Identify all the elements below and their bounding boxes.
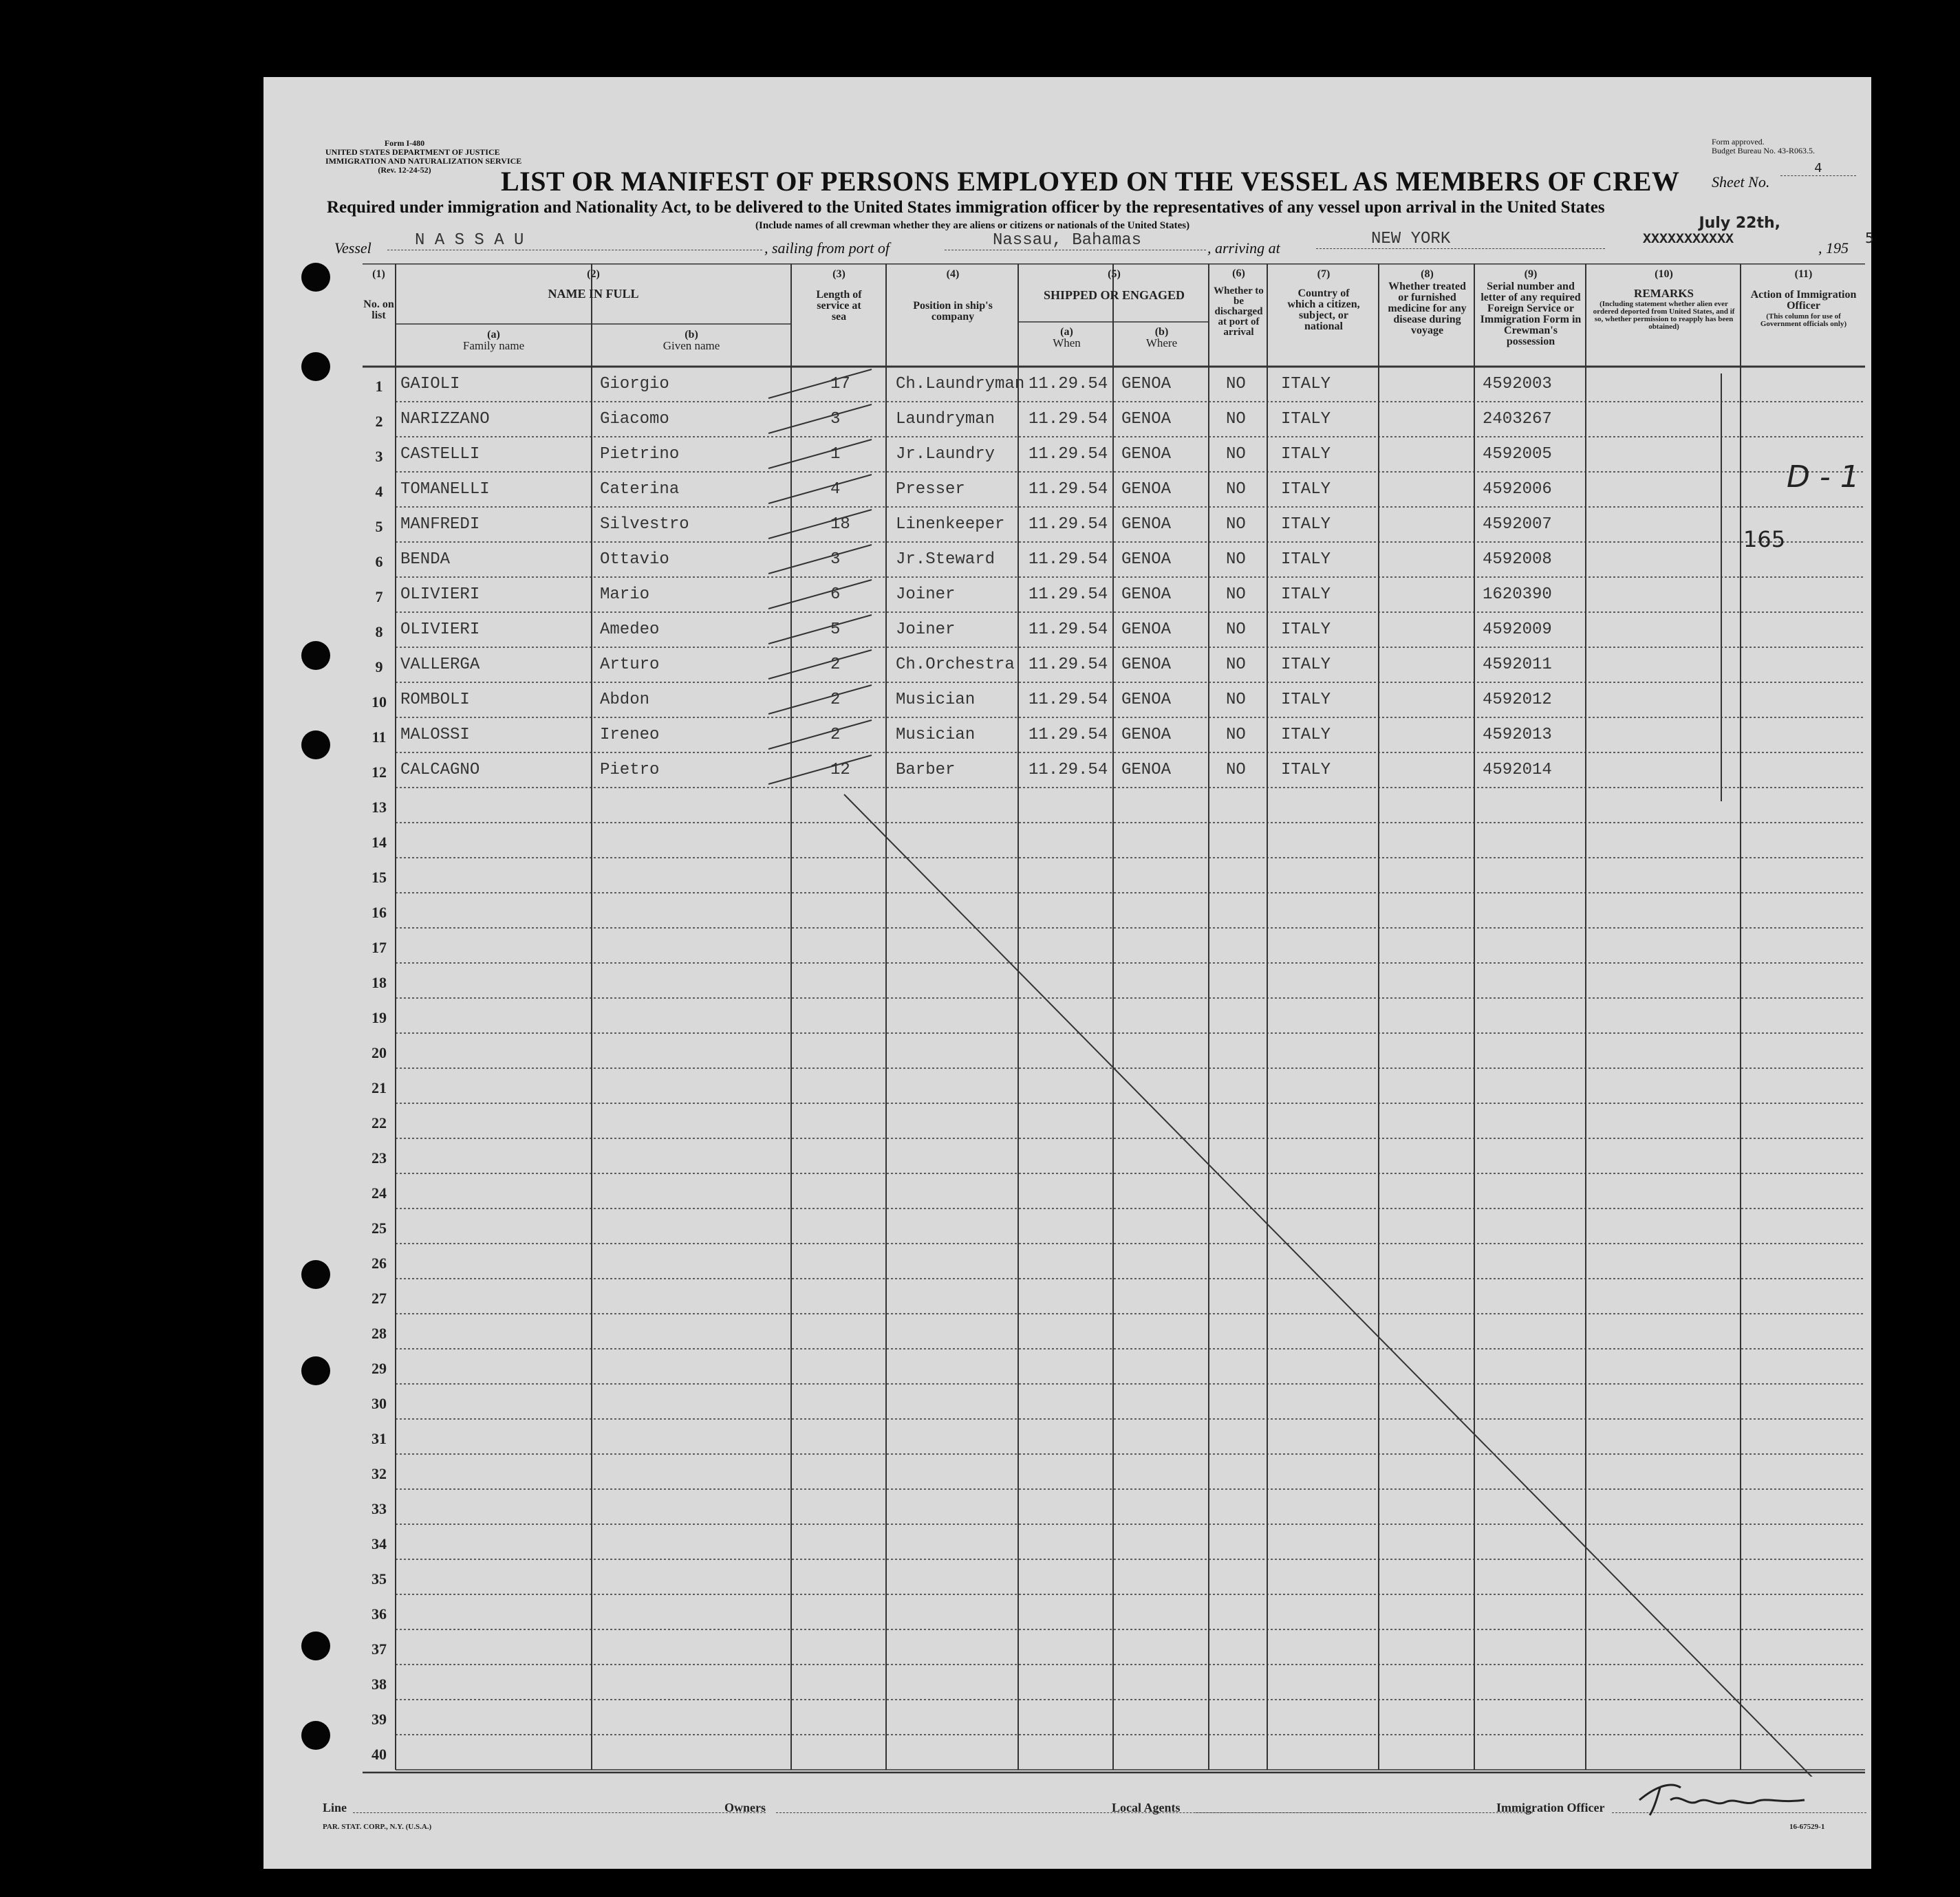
rule-line (768, 755, 872, 784)
cell-country: ITALY (1281, 620, 1331, 639)
footer-line-blank (353, 1812, 766, 1813)
cell-position: Ch.Laundryman (896, 375, 1025, 393)
year-label: , 195 (1818, 239, 1849, 257)
cell-country: ITALY (1281, 691, 1331, 709)
cell-service: 12 (830, 761, 850, 779)
row-number: 33 (371, 1500, 387, 1517)
row-number: 39 (371, 1711, 387, 1728)
cell-service: 17 (830, 375, 850, 393)
col-header-family: (a) Family name (462, 329, 525, 352)
cell-when: 11.29.54 (1029, 691, 1108, 709)
cell-position: Linenkeeper (896, 515, 1005, 534)
row-number: 11 (371, 728, 387, 746)
col-header-given: (b) Given name (663, 329, 720, 352)
row-number: 4 (375, 483, 383, 500)
action-mark: D - 1 (1787, 459, 1860, 495)
sheet-label: Sheet No. (1712, 173, 1770, 191)
approval-line-2: Budget Bureau No. 43-R063.5. (1712, 146, 1815, 155)
cell-service: 3 (830, 550, 841, 569)
col-header-number: (1) No. on list (363, 268, 394, 321)
cell-serial: 4592012 (1483, 691, 1552, 709)
cell-position: Jr.Steward (896, 550, 995, 569)
cell-position: Presser (896, 480, 965, 499)
cell-position: Laundryman (896, 410, 995, 429)
footer-officer-label: Immigration Officer (1496, 1801, 1605, 1814)
cell-where: GENOA (1121, 550, 1172, 569)
row-number: 37 (371, 1640, 387, 1658)
arriving-at: NEW YORK (1316, 230, 1605, 249)
row-number: 22 (371, 1114, 387, 1131)
subtitle: Required under immigration and Nationality Act, to be delivered to the United States immigration officer by the representatives of any vessel upon arrival in the United States (327, 198, 1605, 217)
manifest-sheet (263, 77, 1874, 1869)
cell-family: MANFREDI (400, 515, 480, 534)
cell-where: GENOA (1121, 620, 1172, 639)
col-header-where: (b) Where (1145, 326, 1178, 349)
punch-hole (301, 1356, 330, 1385)
cell-given: Silvestro (600, 515, 689, 534)
cell-where: GENOA (1121, 585, 1172, 604)
row-number: 8 (375, 623, 383, 640)
cell-service: 18 (830, 515, 850, 534)
cell-service: 2 (830, 691, 841, 709)
date-field (1612, 215, 1818, 248)
cell-discharged: NO (1226, 620, 1246, 639)
row-number: 16 (371, 904, 387, 921)
cell-family: ROMBOLI (400, 691, 470, 709)
rule-line (768, 580, 872, 609)
cell-serial: 4592011 (1483, 655, 1552, 674)
row-number: 30 (371, 1395, 387, 1412)
footer-owners-label: Owners (724, 1801, 766, 1814)
cell-country: ITALY (1281, 410, 1331, 429)
cell-discharged: NO (1226, 691, 1246, 709)
cell-where: GENOA (1121, 761, 1172, 779)
cell-given: Mario (600, 585, 650, 604)
cell-when: 11.29.54 (1029, 410, 1108, 429)
punch-hole (301, 1632, 330, 1660)
col-header-service: (3) Length of service at sea (816, 268, 862, 323)
cell-service: 2 (830, 726, 841, 744)
cell-serial: 4592009 (1483, 620, 1552, 639)
cell-discharged: NO (1226, 445, 1246, 464)
cell-family: OLIVIERI (400, 585, 480, 604)
cell-given: Abdon (600, 691, 650, 709)
col-header-serial: (9) Serial number and letter of any required Foreign Service or Immigration Form in Crewman's possession (1480, 268, 1582, 347)
row-number: 18 (371, 974, 387, 991)
cell-service: 3 (830, 410, 841, 429)
cell-when: 11.29.54 (1029, 550, 1108, 569)
form-id-block (325, 138, 522, 175)
rule-line (768, 615, 872, 644)
cell-family: TOMANELLI (400, 480, 490, 499)
row-number: 27 (371, 1290, 387, 1307)
sheet-number: 4 (1780, 161, 1856, 176)
cell-service: 6 (830, 585, 841, 604)
cell-given: Pietrino (600, 445, 680, 464)
cell-country: ITALY (1281, 726, 1331, 744)
cell-discharged: NO (1226, 410, 1246, 429)
cell-serial: 4592008 (1483, 550, 1552, 569)
cell-where: GENOA (1121, 691, 1172, 709)
cell-country: ITALY (1281, 550, 1331, 569)
row-number: 25 (371, 1220, 387, 1237)
cell-discharged: NO (1226, 585, 1246, 604)
cell-serial: 4592005 (1483, 445, 1552, 464)
cell-position: Joiner (896, 585, 956, 604)
cell-when: 11.29.54 (1029, 620, 1108, 639)
row-number: 1 (375, 378, 383, 395)
cell-where: GENOA (1121, 515, 1172, 534)
service-name: IMMIGRATION AND NATURALIZATION SERVICE (325, 156, 522, 166)
cell-country: ITALY (1281, 515, 1331, 534)
cell-when: 11.29.54 (1029, 480, 1108, 499)
row-number: 23 (371, 1149, 387, 1167)
punch-hole (301, 730, 330, 759)
punch-hole (301, 1721, 330, 1750)
cell-when: 11.29.54 (1029, 515, 1108, 534)
vessel-label: Vessel (334, 239, 371, 257)
row-number: 40 (371, 1746, 387, 1763)
footer-line-label: Line (323, 1801, 347, 1814)
cell-where: GENOA (1121, 726, 1172, 744)
row-number: 35 (371, 1570, 387, 1587)
footer-agents-blank (1196, 1812, 1533, 1813)
page-title: LIST OR MANIFEST OF PERSONS EMPLOYED ON THE VESSEL AS MEMBERS OF CREW (501, 166, 1680, 197)
col-header-action: (11) Action of Immigration Officer (This column for use of Government officials only) (1750, 268, 1857, 328)
cell-country: ITALY (1281, 655, 1331, 674)
form-code: 16-67529-1 (1789, 1823, 1825, 1831)
cell-discharged: NO (1226, 550, 1246, 569)
punch-hole (301, 1260, 330, 1289)
row-number: 28 (371, 1325, 387, 1342)
row-number: 17 (371, 939, 387, 956)
punch-hole (301, 352, 330, 381)
cell-service: 1 (830, 445, 841, 464)
footer-agents-label: Local Agents (1112, 1801, 1181, 1814)
row-number: 3 (375, 448, 383, 465)
cell-family: GAIOLI (400, 375, 460, 393)
col-header-name: (2) NAME IN FULL (548, 268, 639, 301)
date-written: July 22th, (1699, 215, 1780, 232)
col-header-discharged: (6) Whether to be discharged at port of arrival (1214, 268, 1264, 338)
include-note: (Include names of all crewman whether they are aliens or citizens or nationals of the United States) (755, 220, 1190, 231)
cell-discharged: NO (1226, 761, 1246, 779)
date-struck: XXXXXXXXXXX (1643, 232, 1734, 248)
cell-given: Ireneo (600, 726, 660, 744)
rule-line (768, 720, 872, 749)
row-number: 36 (371, 1605, 387, 1623)
cell-serial: 4592007 (1483, 515, 1552, 534)
row-number: 15 (371, 869, 387, 886)
row-number: 24 (371, 1184, 387, 1202)
cell-discharged: NO (1226, 655, 1246, 674)
cell-country: ITALY (1281, 480, 1331, 499)
row-number: 26 (371, 1255, 387, 1272)
row-number: 6 (375, 553, 383, 570)
cell-service: 2 (830, 655, 841, 674)
cell-where: GENOA (1121, 480, 1172, 499)
cell-serial: 4592003 (1483, 375, 1552, 393)
sailing-from: Nassau, Bahamas (945, 231, 1206, 250)
col-header-shipped: (5) SHIPPED OR ENGAGED (1043, 268, 1185, 302)
cell-family: CALCAGNO (400, 761, 480, 779)
rule-line (768, 440, 872, 468)
cell-family: OLIVIERI (400, 620, 480, 639)
year-digit: 5 (1865, 230, 1874, 246)
cell-family: NARIZZANO (400, 410, 490, 429)
cell-when: 11.29.54 (1029, 585, 1108, 604)
cell-position: Joiner (896, 620, 956, 639)
rule-line (768, 685, 872, 714)
cell-when: 11.29.54 (1029, 655, 1108, 674)
cell-country: ITALY (1281, 761, 1331, 779)
approval-line-1: Form approved. (1712, 137, 1765, 147)
cell-discharged: NO (1226, 515, 1246, 534)
cell-country: ITALY (1281, 375, 1331, 393)
vessel-name: N A S S A U (387, 231, 762, 250)
row-number: 7 (375, 588, 383, 605)
printer-imprint: PAR. STAT. CORP., N.Y. (U.S.A.) (323, 1823, 432, 1831)
cell-given: Arturo (600, 655, 660, 674)
cell-serial: 2403267 (1483, 410, 1552, 429)
rule-line (768, 545, 872, 574)
cell-where: GENOA (1121, 445, 1172, 464)
col-header-medicine: (8) Whether treated or furnished medicine for any disease during voyage (1388, 268, 1467, 336)
cell-given: Giorgio (600, 375, 669, 393)
cell-position: Musician (896, 726, 976, 744)
cell-where: GENOA (1121, 410, 1172, 429)
action-number: 165 (1743, 526, 1786, 552)
cell-when: 11.29.54 (1029, 726, 1108, 744)
cell-country: ITALY (1281, 445, 1331, 464)
officer-signature (1633, 1779, 1811, 1821)
row-number: 38 (371, 1676, 387, 1693)
rule-line (768, 369, 872, 398)
cell-given: Giacomo (600, 410, 669, 429)
row-number: 29 (371, 1360, 387, 1377)
sailing-label: , sailing from port of (764, 239, 890, 257)
cell-when: 11.29.54 (1029, 445, 1108, 464)
cell-serial: 4592006 (1483, 480, 1552, 499)
row-number: 21 (371, 1079, 387, 1096)
cell-position: Barber (896, 761, 956, 779)
form-number: Form I-480 (384, 138, 425, 148)
cell-when: 11.29.54 (1029, 761, 1108, 779)
cell-family: CASTELLI (400, 445, 480, 464)
table-rules (363, 263, 1865, 1777)
col-header-country: (7) Country of which a citizen, subject, or national (1287, 268, 1360, 332)
crew-table (363, 263, 1865, 1777)
cell-given: Caterina (600, 480, 680, 499)
col-header-remarks: (10) REMARKS (Including statement whether alien ever ordered deported from United States, and if so, whether permission to reapply has been obtained) (1593, 268, 1735, 331)
cell-family: BENDA (400, 550, 451, 569)
cell-position: Jr.Laundry (896, 445, 995, 464)
row-number: 19 (371, 1009, 387, 1026)
row-number: 14 (371, 834, 387, 851)
cell-serial: 1620390 (1483, 585, 1552, 604)
cell-when: 11.29.54 (1029, 375, 1108, 393)
punch-hole (301, 641, 330, 670)
col-header-when: (a) When (1053, 326, 1081, 349)
cell-position: Musician (896, 691, 976, 709)
cell-service: 5 (830, 620, 841, 639)
cell-family: VALLERGA (400, 655, 480, 674)
row-number: 34 (371, 1535, 387, 1552)
cell-discharged: NO (1226, 480, 1246, 499)
row-number: 13 (371, 799, 387, 816)
arriving-label: , arriving at (1207, 239, 1280, 257)
cell-serial: 4592013 (1483, 726, 1552, 744)
row-number: 32 (371, 1465, 387, 1482)
rule-line (768, 475, 872, 503)
rule-line (768, 510, 872, 539)
rule-line (768, 404, 872, 433)
cell-where: GENOA (1121, 375, 1172, 393)
cell-serial: 4592014 (1483, 761, 1552, 779)
cell-discharged: NO (1226, 375, 1246, 393)
row-number: 12 (371, 763, 387, 781)
row-number: 10 (371, 693, 387, 711)
row-number: 31 (371, 1430, 387, 1447)
cell-family: MALOSSI (400, 726, 470, 744)
cell-where: GENOA (1121, 655, 1172, 674)
cell-given: Amedeo (600, 620, 660, 639)
cell-given: Pietro (600, 761, 660, 779)
cell-discharged: NO (1226, 726, 1246, 744)
rule-line (768, 650, 872, 679)
approval-block (1712, 138, 1815, 155)
cell-service: 4 (830, 480, 841, 499)
revision: (Rev. 12-24-52) (378, 165, 431, 175)
punch-hole (301, 263, 330, 292)
col-header-position: (4) Position in ship's company (913, 268, 993, 323)
cell-position: Ch.Orchestra (896, 655, 1015, 674)
row-number: 20 (371, 1044, 387, 1061)
cell-country: ITALY (1281, 585, 1331, 604)
department: UNITED STATES DEPARTMENT OF JUSTICE (325, 147, 500, 157)
row-number: 5 (375, 518, 383, 535)
cell-given: Ottavio (600, 550, 669, 569)
row-number: 9 (375, 658, 383, 675)
row-number: 2 (375, 413, 383, 430)
